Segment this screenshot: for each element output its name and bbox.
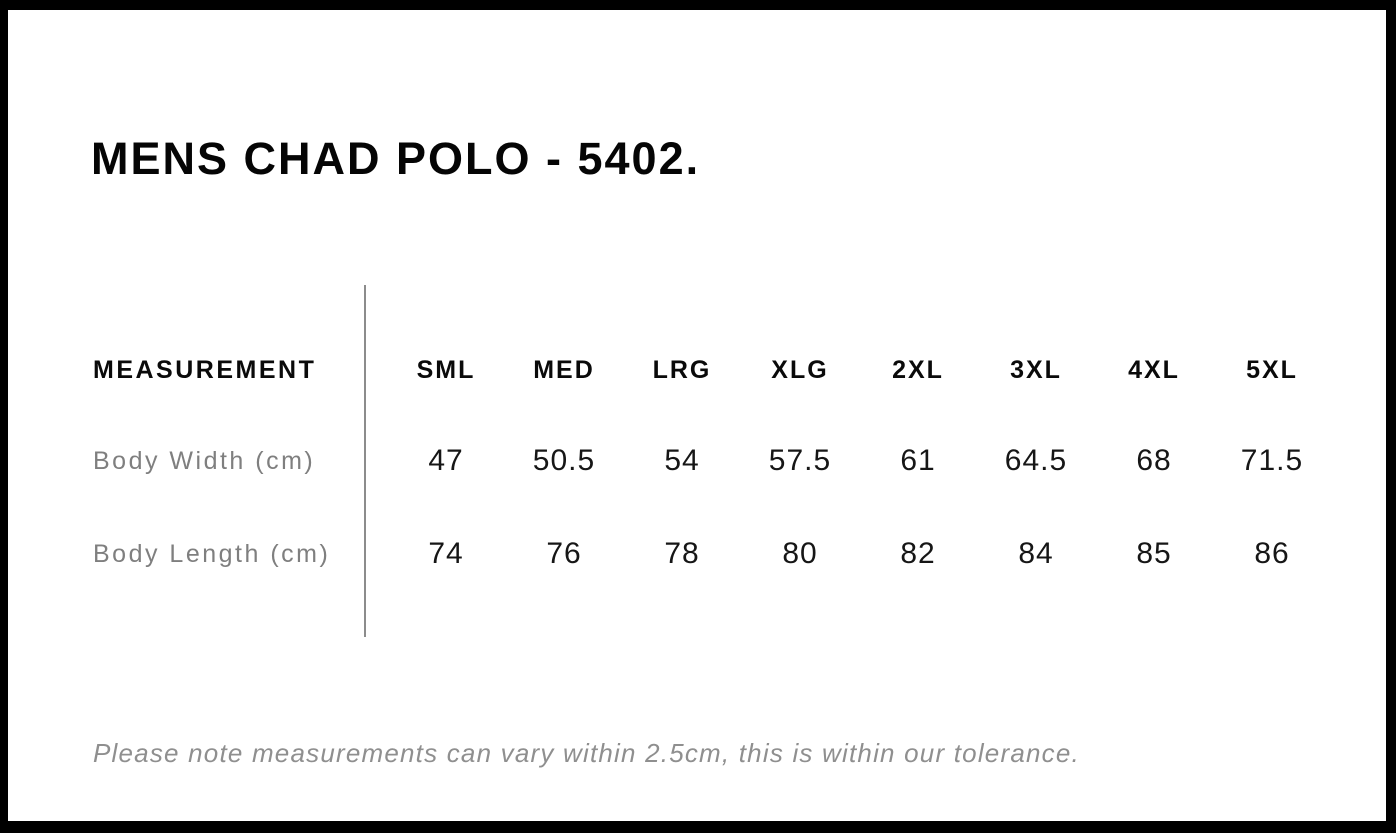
body-width-med: 50.5: [532, 444, 596, 477]
body-length-xlg: 80: [782, 537, 818, 570]
body-length-4xl: 85: [1136, 537, 1172, 570]
body-length-3xl: 84: [1018, 537, 1054, 570]
tolerance-note: Please note measurements can vary within 2.5cm, this is within our tolerance.: [93, 738, 1080, 768]
size-header-med: MED: [533, 355, 595, 384]
body-length-5xl: 86: [1254, 537, 1290, 570]
body-width-4xl: 68: [1136, 444, 1172, 477]
body-width-xlg: 57.5: [768, 444, 832, 477]
table-row-body-width: [93, 437, 1331, 485]
body-length-med: 76: [546, 537, 582, 570]
body-width-lrg: 54: [664, 444, 700, 477]
size-header-sml: SML: [416, 355, 476, 384]
row-label-body-length: Body Length (cm): [93, 539, 331, 568]
body-width-3xl: 64.5: [1004, 444, 1068, 477]
size-header-lrg: LRG: [652, 355, 712, 384]
size-header-2xl: 2XL: [892, 355, 944, 384]
body-length-2xl: 82: [900, 537, 936, 570]
body-width-2xl: 61: [900, 444, 936, 477]
size-header-5xl: 5XL: [1246, 355, 1298, 384]
size-table-header-row: [93, 346, 1331, 394]
measurement-column-header: MEASUREMENT: [93, 355, 317, 384]
row-label-body-width: Body Width (cm): [93, 446, 316, 475]
page-frame-right: [1386, 0, 1396, 833]
size-header-4xl: 4XL: [1128, 355, 1180, 384]
size-header-xlg: XLG: [771, 355, 829, 384]
body-length-lrg: 78: [664, 537, 700, 570]
body-width-sml: 47: [428, 444, 464, 477]
table-row-body-length: [93, 530, 1331, 578]
page-frame-left: [0, 0, 8, 833]
page-frame-top: [0, 0, 1396, 10]
body-width-5xl: 71.5: [1240, 444, 1304, 477]
page-frame-bottom: [0, 821, 1396, 833]
size-header-3xl: 3XL: [1010, 355, 1062, 384]
body-length-sml: 74: [428, 537, 464, 570]
page-title: MENS CHAD POLO - 5402.: [91, 133, 701, 185]
